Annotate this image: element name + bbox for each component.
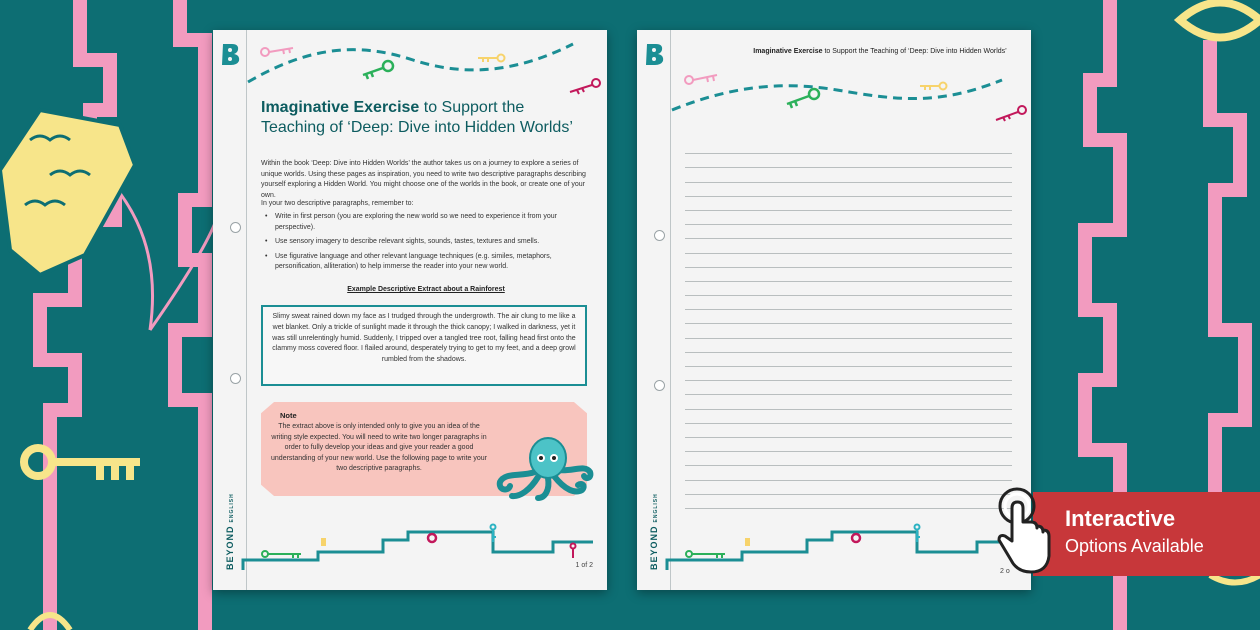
key-icon	[685, 75, 717, 84]
key-icon	[363, 61, 393, 79]
punch-hole	[230, 373, 241, 384]
worksheet-page-1	[213, 30, 607, 590]
list-item: • Use figurative language and other relevant language techniques (e.g. similes, metaphors, personification, alliteration) to help immerse the reader into your new world.	[263, 252, 593, 273]
interactive-options-badge[interactable]	[1033, 492, 1260, 576]
page-number: 2 o	[1000, 568, 1010, 575]
badge-subtitle: Options Available	[1065, 536, 1204, 556]
side-brand-label: BEYONDENGLISH	[649, 493, 659, 570]
decorative-shape	[852, 534, 860, 542]
instruction-lead: In your two descriptive paragraphs, remember to:	[261, 200, 414, 207]
list-item: • Write in first person (you are exploring the new world so we need to experience it from your perspective).	[263, 212, 593, 233]
key-icon	[686, 551, 725, 558]
side-brand-label: BEYONDENGLISH	[225, 493, 235, 570]
octopus-icon	[490, 432, 600, 502]
page-title: Imaginative Exercise to Support the Teaching of ‘Deep: Dive into Hidden Worlds’	[261, 99, 573, 136]
decorative-shape	[745, 538, 750, 546]
note-title: Note	[280, 411, 297, 420]
eye-icon	[1180, 3, 1260, 38]
example-extract-box: Slimy sweat rained down my face as I trudged through the undergrowth. The air clung to me like a wet blanket. Only a trickle of sunlight made it through the thick canopy; I walked in darkness, yet it was still unrelentingly humid. Suddenly, I tripped over a tangled tree root, falling head first onto the clammy moss covered floor. I flailed around, desperately trying to get to my feet, and a deep growl rumbled from the shadows.	[261, 305, 587, 386]
punch-hole	[654, 380, 665, 391]
page-number: 1 of 2	[575, 562, 593, 569]
shield-icon	[0, 110, 135, 275]
margin-line	[246, 30, 247, 590]
footer-decoration	[637, 510, 1031, 580]
page-header: Imaginative Exercise to Support the Teaching of ‘Deep: Dive into Hidden Worlds’	[753, 48, 1007, 55]
list-item: • Use sensory imagery to describe relevant sights, sounds, tastes, textures and smells.	[263, 237, 593, 248]
punch-hole	[230, 222, 241, 233]
key-icon	[570, 79, 600, 94]
punch-hole	[654, 230, 665, 241]
example-heading: Example Descriptive Extract about a Rainforest	[347, 286, 505, 293]
decorative-shape	[428, 534, 436, 542]
key-icon	[24, 448, 140, 480]
decorative-shape	[321, 538, 326, 546]
key-icon	[261, 48, 293, 56]
header-decoration	[637, 30, 1031, 130]
instruction-list	[263, 212, 593, 277]
footer-decoration	[213, 510, 607, 580]
decorative-shape	[1210, 575, 1260, 583]
key-icon	[787, 89, 819, 108]
key-icon	[478, 55, 505, 63]
writing-lines[interactable]	[685, 140, 1012, 509]
badge-title: Interactive	[1065, 506, 1176, 531]
key-icon	[571, 544, 576, 559]
intro-paragraph: Within the book ‘Deep: Dive into Hidden Worlds’ the author takes us on a journey to explore a series of unique worlds. Using these pages as inspiration, you need to write two descriptive paragraphs describing yourself exploring a Hidden World. You might choose one of the worlds in the book, or create one of your own.	[261, 160, 586, 199]
key-icon	[920, 83, 947, 91]
note-text: The extract above is only intended only to give you an idea of the writing style expected. You will need to write two longer paragraphs in order to fully develop your ideas and give your reader a good understanding of your new world. Use the following page to write your two descriptive paragraphs.	[271, 423, 487, 473]
worksheet-page-2	[637, 30, 1031, 590]
key-icon	[262, 551, 301, 558]
touch-hand-icon	[993, 486, 1055, 580]
key-icon	[996, 106, 1026, 121]
